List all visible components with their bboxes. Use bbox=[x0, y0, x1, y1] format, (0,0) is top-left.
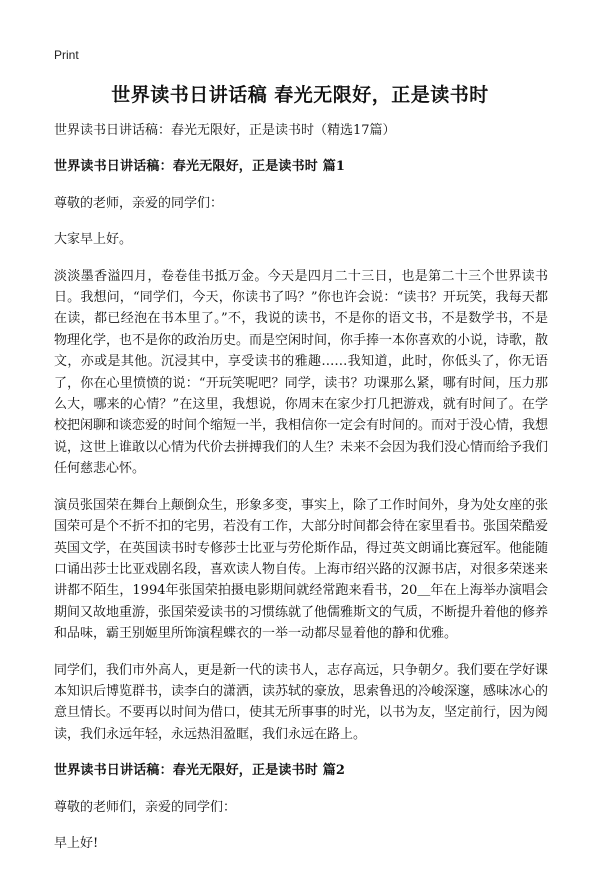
section-heading-1: 世界读书日讲话稿：春光无限好，正是读书时 篇1 bbox=[54, 159, 346, 175]
salutation: 大家早上好。 bbox=[54, 232, 133, 248]
body-paragraph: 演员张国荣在舞台上颠倒众生，形象多变，事实上，除了工作时间外，身为处女座的张国荣可是个不折不扣的宅男，若没有工作，大部分时间都会待在家里看书。张国荣酷爱英国文学，在英国读书时专修莎士比亚与劳伦斯作品，得过英文朗诵比赛冠军。他能随口诵出莎士比亚戏剧名段，喜欢读人物自传。上海市绍兴路的汉源书店，对很多荣迷来讲都不陌生，1994年张国荣拍摄电影期间就经常跑来看书，20＿年在上海举办演唱会期间又故地重游，张国荣爱读书的习惯练就了他儒雅斯文的气质，不断提升着他的修养和品味，霸王别姬里所饰演程蝶衣的一举一动都尽显着他的静和优雅。 bbox=[54, 497, 549, 642]
greeting: 尊敬的老师，亲爱的同学们： bbox=[54, 195, 224, 211]
document-subtitle: 世界读书日讲话稿：春光无限好，正是读书时（精选17篇） bbox=[54, 123, 396, 138]
greeting: 尊敬的老师们，亲爱的同学们： bbox=[54, 799, 237, 815]
body-paragraph: 淡淡墨香溢四月，卷卷佳书抵万金。今天是四月二十三日，也是第二十三个世界读书日。我想问，“同学们，今天，你读书了吗？”你也许会说：“读书？开玩笑，我每天都在读，都已经泡在书本里了。”不，我说的读书，不是你的语文书，不是数学书，不是物理化学，也不是你的政治历史。而是空闲时间，你手捧一本你喜欢的小说，诗歌，散文，亦或是其他。沉浸其中，享受读书的雅趣……我知道，此时，你低头了，你无语了，你在心里愤愤的说：“开玩笑呢吧？同学，读书？功课那么紧，哪有时间，压力那么大，哪来的心情？”在这里，我想说，你周末在家少打几把游戏，就有时间了。在学校把闲聊和谈恋爱的时间个缩短一半，我相信你一定会有时间的。而对于没心情，我想说，这世上谁敢以心情为代价去拼搏我们的人生？未来不会因为我们没心情而给予我们任何慈悲心怀。 bbox=[54, 268, 549, 477]
page-title: 世界读书日讲话稿 春光无限好，正是读书时 bbox=[111, 84, 489, 106]
salutation: 早上好! bbox=[54, 835, 99, 851]
document-body bbox=[54, 120, 548, 869]
print-label[interactable]: Print bbox=[54, 48, 79, 62]
body-paragraph: 同学们，我们市外高人，更是新一代的读书人，志存高远，只争朝夕。我们要在学好课本知识后博览群书，读李白的潇洒，读苏轼的豪放，思索鲁迅的冷峻深邃，感味冰心的意旦情长。不要再以时间为借口，使其无所事事的时光，以书为友，坚定前行，因为阅读，我们永远年轻，永远热泪盈眶，我们永远在路上。 bbox=[54, 662, 549, 742]
section-heading-2: 世界读书日讲话稿：春光无限好，正是读书时 篇2 bbox=[54, 763, 346, 779]
